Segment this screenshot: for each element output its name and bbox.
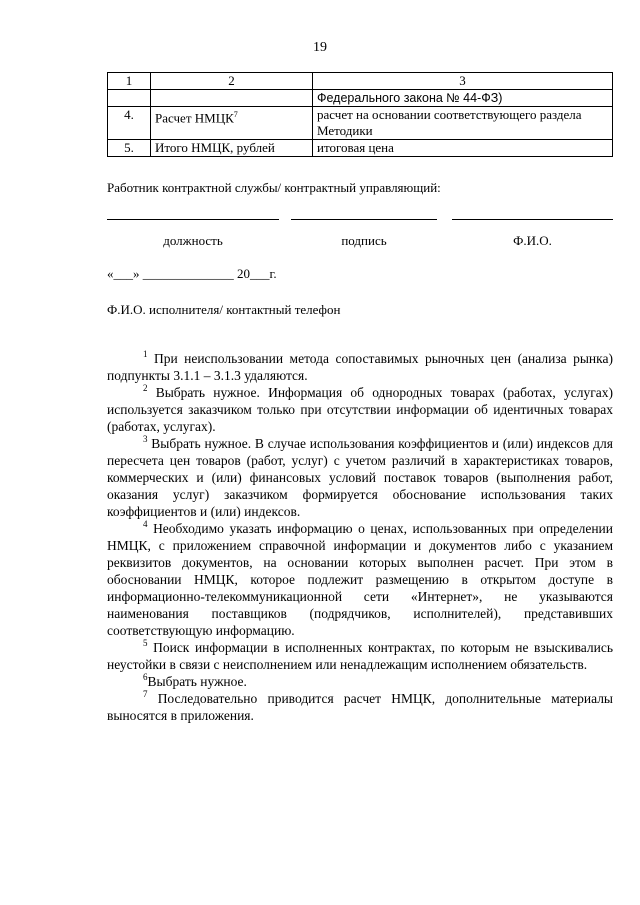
table-header-cell: 3 [313, 73, 613, 90]
footnote-number: 1 [143, 349, 148, 359]
row-name-cell [151, 107, 313, 140]
footnote [107, 520, 613, 639]
executor-label: Ф.И.О. исполнителя/ контактный телефон [107, 302, 341, 317]
table-header-cell: 2 [151, 73, 313, 90]
footnote [107, 639, 613, 673]
signature-line [291, 219, 437, 220]
signatory-label: Работник контрактной службы/ контрактный управляющий: [107, 180, 441, 195]
row-name: Итого НМЦК, рублей [155, 140, 275, 155]
position-caption: должность [163, 233, 223, 248]
footnote [107, 435, 613, 520]
row-name-cell [151, 90, 313, 107]
calculation-table [107, 72, 613, 157]
table-header-row [108, 73, 613, 90]
date-line: «___» ______________ 20___г. [107, 266, 277, 281]
table-row [108, 107, 613, 140]
name-signature-line [452, 219, 613, 220]
table-row [108, 140, 613, 157]
footnote-number: 6 [143, 672, 148, 682]
row-number-cell: 4. [108, 107, 151, 140]
table-row [108, 90, 613, 107]
footnote-number: 7 [143, 689, 148, 699]
footnote [107, 690, 613, 724]
footnote-text: Выбрать нужное. [147, 674, 247, 689]
footnote-number: 3 [143, 434, 148, 444]
page-number: 19 [313, 40, 327, 55]
row-description-cell: итоговая цена [313, 140, 613, 157]
row-name: Расчет НМЦК [155, 110, 234, 126]
footnote-text: При неиспользовании метода сопоставимых рыночных цен (анализа рынка) подпункты 3.1.1 – 3.1.3 удаляются. [107, 351, 614, 383]
footnote-number: 5 [143, 638, 148, 648]
footnote-reference: 7 [233, 110, 238, 119]
footnote-text: Необходимо указать информацию о ценах, использованных при определении НМЦК, с приложением справочной информации и документов либо с указанием реквизитов документов, на основании которых выполнен расчет. При этом в обосновании НМЦК, которое подлежит размещению в открытом доступе в информационно-телекоммуникационной сети «Интернет», не указываются наименования поставщиков (подрядчиков, исполнителей), представивших соответствующую информацию. [107, 521, 614, 638]
row-description-cell: расчет на основании соответствующего раздела Методики [313, 107, 613, 140]
full-name-caption: Ф.И.О. [513, 233, 552, 248]
footnote-text: Последовательно приводится расчет НМЦК, дополнительные материалы выносятся в приложения. [107, 691, 613, 723]
position-signature-line [107, 219, 279, 220]
row-number-cell [108, 90, 151, 107]
footnote-number: 2 [143, 383, 148, 393]
footnote-text: Выбрать нужное. В случае использования коэффициентов и (или) индексов для пересчета цен товаров (работ, услуг) с учетом различий в характеристиках товаров, коммерческих и (или) финансовых условий поставок товаров (выполнения работ, оказания услуг) заказчиком формируется обоснование использования таких коэффициентов и (или) индексов. [107, 436, 613, 519]
row-description-cell: Федерального закона № 44-ФЗ) [313, 90, 613, 107]
footnote-text: Выбрать нужное. Информация об однородных товарах (работах, услугах) используется заказчиком только при отсутствии информации об идентичных товарах (работах, услугах). [107, 385, 613, 434]
footnote-number: 4 [143, 519, 148, 529]
footnote [107, 350, 613, 384]
footnote [107, 673, 613, 690]
table-header-cell: 1 [108, 73, 151, 90]
footnote [107, 384, 613, 435]
footnote-text: Поиск информации в исполненных контрактах, по которым не взыскивались неустойки в связи с неисполнением или ненадлежащим исполнением обязательств. [107, 640, 613, 672]
footnotes [107, 350, 613, 724]
signature-caption: подпись [341, 233, 387, 248]
row-number-cell: 5. [108, 140, 151, 157]
row-name-cell [151, 140, 313, 157]
